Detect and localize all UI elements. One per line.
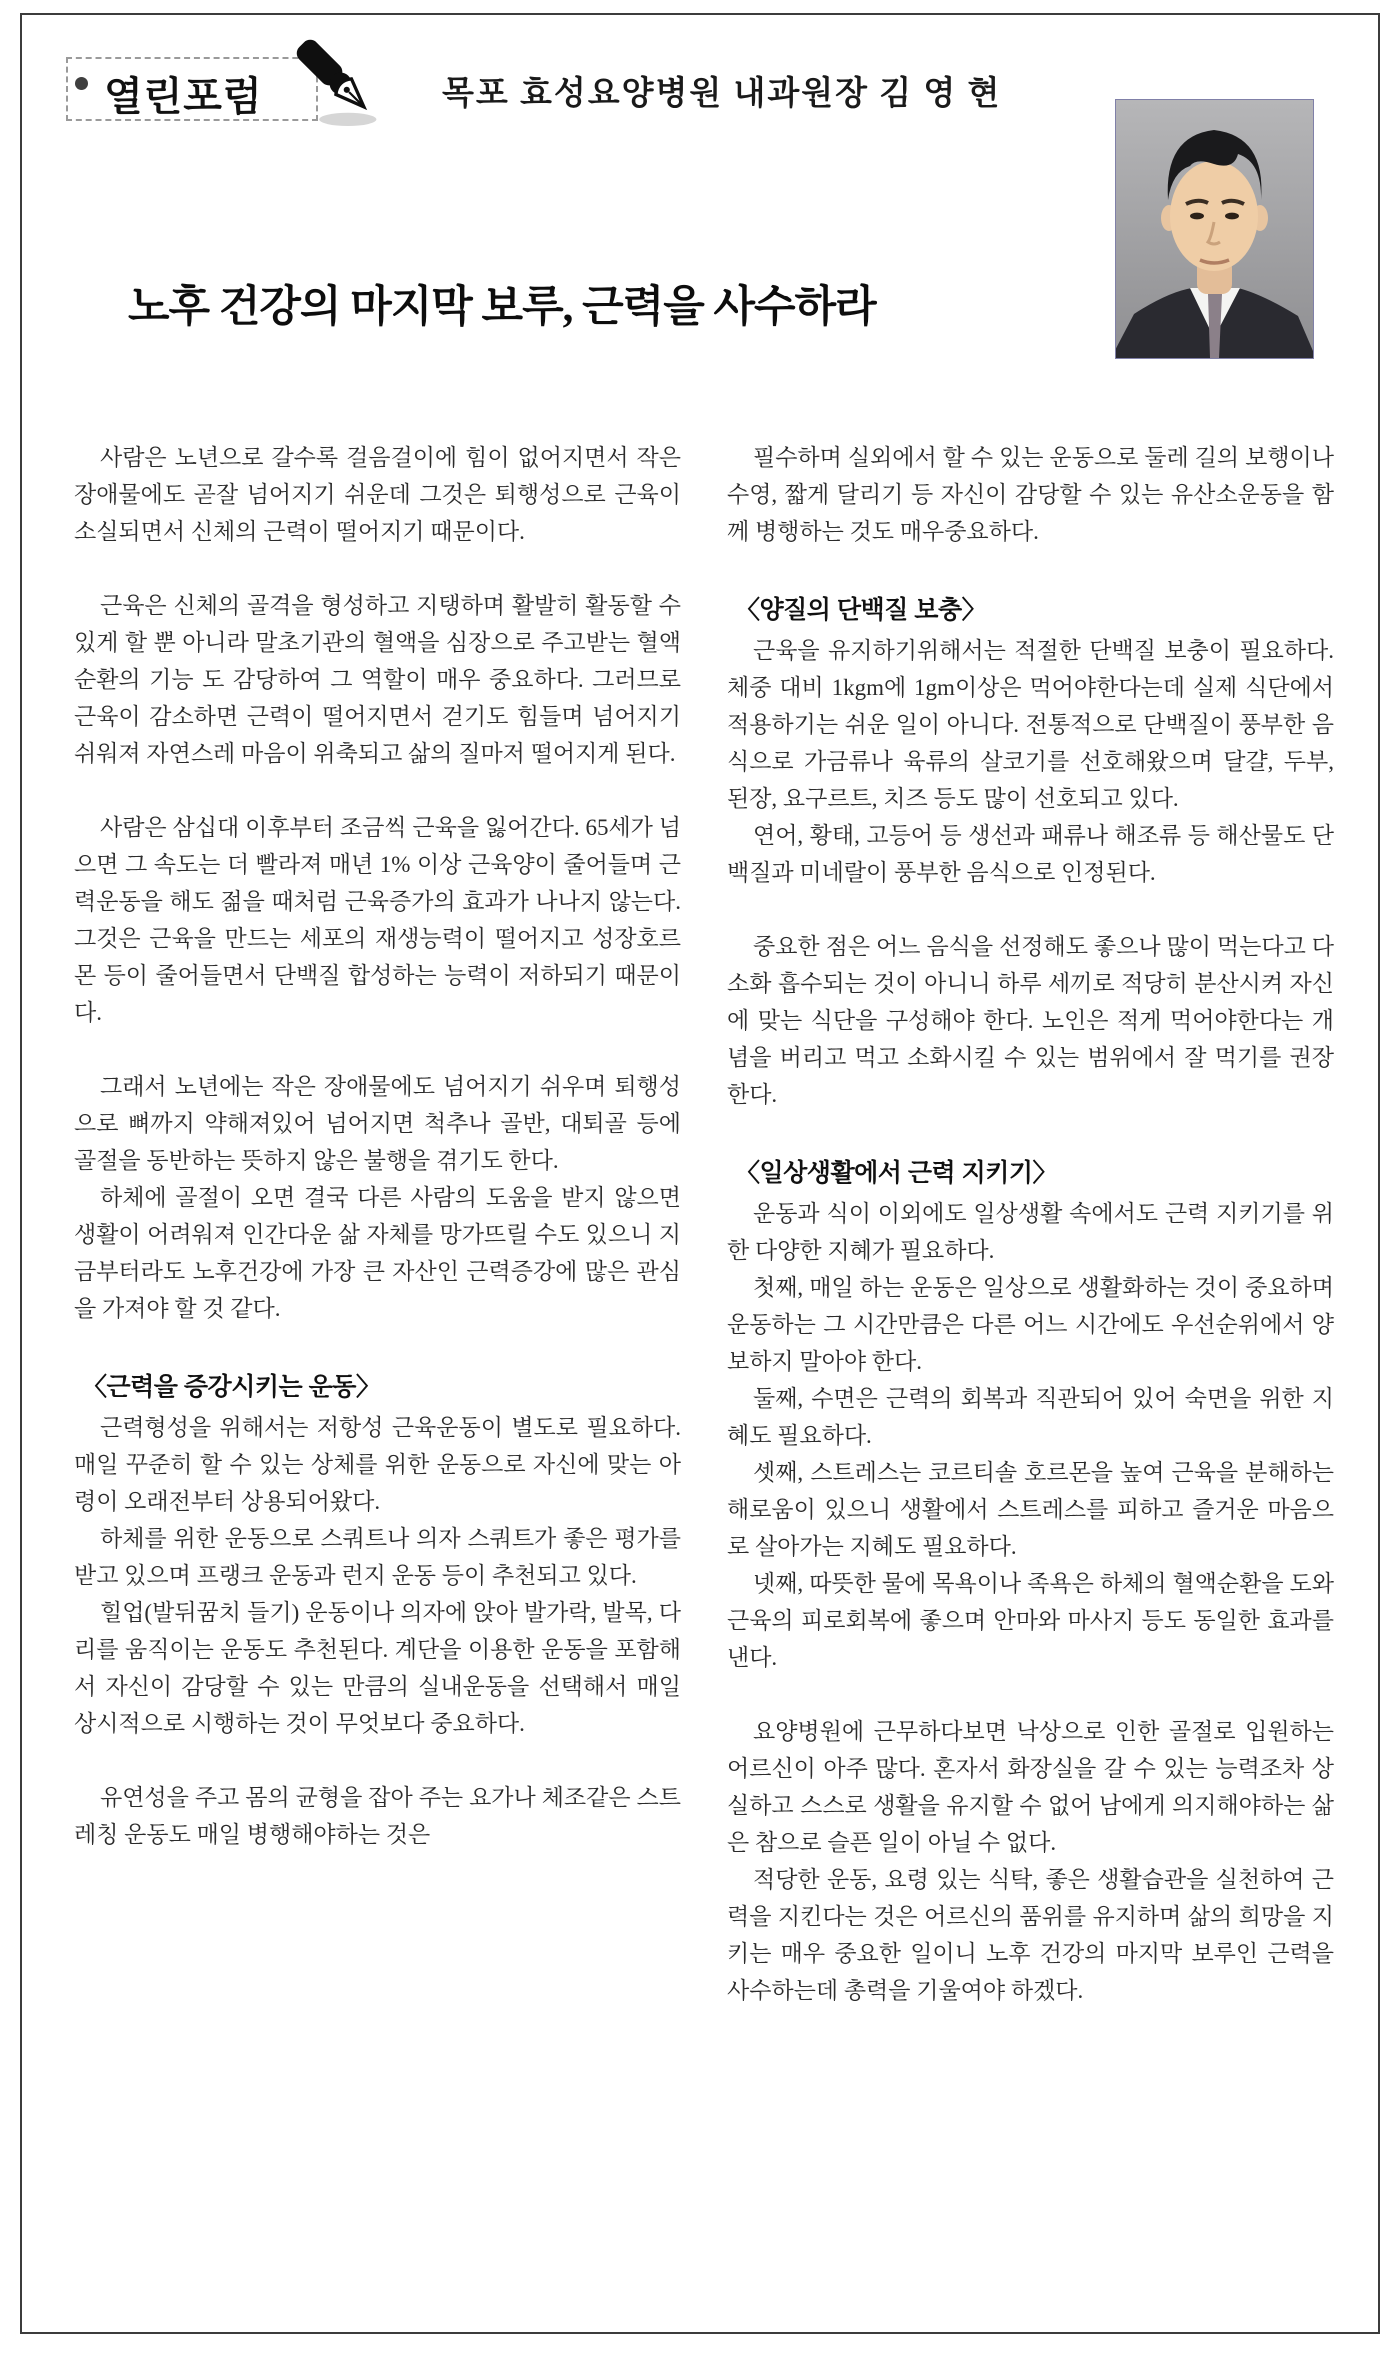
paragraph: 근력형성을 위해서는 저항성 근육운동이 별도로 필요하다. 매일 꾸준히 할 수 있는 상체를 위한 운동으로 자신에 맞는 아령이 오래전부터 상용되어왔다.	[74, 1415, 681, 1514]
paragraph: 하체를 위한 운동으로 스쿼트나 의자 스쿼트가 좋은 평가를 받고 있으며 프랭크 운동과 런지 운동 등이 추천되고 있다.	[74, 1526, 681, 1588]
forum-label: 열린포럼	[104, 75, 263, 119]
paragraph: 요양병원에 근무하다보면 낙상으로 인한 골절로 입원하는 어르신이 아주 많다. 혼자서 화장실을 갈 수 있는 능력조차 상실하고 스스로 생활을 유지할 수 없어 남에게 의지해야하는 삶은 참으로 슬픈 일이 아닐 수 없다.	[727, 1719, 1334, 1855]
paragraph: 사람은 노년으로 갈수록 걸음걸이에 힘이 없어지면서 작은 장애물에도 곧잘 넘어지기 쉬운데 그것은 퇴행성으로 근육이 소실되면서 신체의 근력이 떨어지기 때문이다.	[74, 445, 681, 544]
paragraph: 운동과 식이 이외에도 일상생활 속에서도 근력 지키기를 위한 다양한 지혜가 필요하다.	[727, 1201, 1334, 1263]
left-column	[74, 439, 681, 2308]
forum-badge	[66, 57, 318, 121]
paragraph: 힐업(발뒤꿈치 들기) 운동이나 의자에 앉아 발가락, 발목, 다리를 움직이는 운동도 추천된다. 계단을 이용한 운동을 포함해서 자신이 감당할 수 있는 만큼의 실내운동을 선택해서 매일 상시적으로 시행하는 것이 무엇보다 중요하다.	[74, 1600, 681, 1736]
paragraph: 필수하며 실외에서 할 수 있는 운동으로 둘레 길의 보행이나 수영, 짧게 달리기 등 자신이 감당할 수 있는 유산소운동을 함께 병행하는 것도 매우중요하다.	[727, 445, 1334, 544]
page-frame	[20, 13, 1380, 2334]
paragraph: 첫째, 매일 하는 운동은 일상으로 생활화하는 것이 중요하며 운동하는 그 시간만큼은 다른 어느 시간에도 우선순위에서 양보하지 말아야 한다.	[727, 1275, 1334, 1374]
fountain-pen-icon	[284, 27, 394, 137]
paragraph: 적당한 운동, 요령 있는 식탁, 좋은 생활습관을 실천하여 근력을 지킨다는 것은 어르신의 품위를 유지하며 삶의 희망을 지키는 매우 중요한 일이니 노후 건강의 마지막 보루인 근력을 사수하는데 총력을 기울여야 하겠다.	[727, 1867, 1334, 2003]
paragraph: 근육을 유지하기위해서는 적절한 단백질 보충이 필요하다. 체중 대비 1kgm에 1gm이상은 먹어야한다는데 실제 식단에서 적용하기는 쉬운 일이 아니다. 전통적으로 단백질이 풍부한 음식으로 가금류나 육류의 살코기를 선호해왔으며 달걀, 두부, 된장, 요구르트, 치즈 등도 많이 선호되고 있다.	[727, 638, 1334, 811]
section-heading: 〈양질의 단백질 보충〉	[735, 596, 987, 624]
author-line: 목포 효성요양병원 내과원장 김 영 현	[442, 76, 1002, 112]
bullet-dot-icon	[75, 77, 88, 90]
section-heading: 〈근력을 증강시키는 운동〉	[82, 1373, 381, 1401]
paragraph: 중요한 점은 어느 음식을 선정해도 좋으나 많이 먹는다고 다 소화 흡수되는 것이 아니니 하루 세끼로 적당히 분산시켜 자신에 맞는 식단을 구성해야 한다. 노인은 적게 먹어야한다는 개념을 버리고 먹고 소화시킬 수 있는 범위에서 잘 먹기를 권장한다.	[727, 934, 1334, 1107]
paragraph: 둘째, 수면은 근력의 회복과 직관되어 있어 숙면을 위한 지혜도 필요하다.	[727, 1386, 1334, 1448]
article-body	[74, 439, 1334, 2308]
paragraph: 유연성을 주고 몸의 균형을 잡아 주는 요가나 체조같은 스트레칭 운동도 매일 병행해야하는 것은	[74, 1785, 681, 1847]
paragraph: 셋째, 스트레스는 코르티솔 호르몬을 높여 근육을 분해하는 해로움이 있으니 생활에서 스트레스를 피하고 즐거운 마음으로 살아가는 지혜도 필요하다.	[727, 1460, 1334, 1559]
article-headline: 노후 건강의 마지막 보루, 근력을 사수하라	[128, 284, 876, 331]
paragraph: 연어, 황태, 고등어 등 생선과 패류나 해조류 등 해산물도 단백질과 미네랄이 풍부한 음식으로 인정된다.	[727, 823, 1334, 885]
paragraph: 사람은 삼십대 이후부터 조금씩 근육을 잃어간다. 65세가 넘으면 그 속도는 더 빨라져 매년 1% 이상 근육양이 줄어들며 근력운동을 해도 젊을 때처럼 근육증가의 효과가 나나지 않는다. 그것은 근육을 만드는 세포의 재생능력이 떨어지고 성장호르몬 등이 줄어들면서 단백질 합성하는 능력이 저하되기 때문이다.	[74, 815, 681, 1025]
section-heading: 〈일상생활에서 근력 지키기〉	[735, 1159, 1058, 1187]
portrait-photo	[1115, 99, 1314, 359]
paragraph: 넷째, 따뜻한 물에 목욕이나 족욕은 하체의 혈액순환을 도와 근육의 피로회복에 좋으며 안마와 마사지 등도 동일한 효과를 낸다.	[727, 1571, 1334, 1670]
paragraph: 근육은 신체의 골격을 형성하고 지탱하며 활발히 활동할 수 있게 할 뿐 아니라 말초기관의 혈액을 심장으로 주고받는 혈액순환의 기능 도 감당하여 그 역할이 매우 중요하다. 그러므로 근육이 감소하면 근력이 떨어지면서 걷기도 힘들며 넘어지기 쉬워져 자연스레 마음이 위축되고 삶의 질마저 떨어지게 된다.	[74, 593, 681, 766]
portrait-illustration	[1116, 100, 1313, 358]
paragraph: 그래서 노년에는 작은 장애물에도 넘어지기 쉬우며 퇴행성으로 뼈까지 약해져있어 넘어지면 척추나 골반, 대퇴골 등에 골절을 동반하는 뜻하지 않은 불행을 겪기도 한다.	[74, 1074, 681, 1173]
right-column	[727, 439, 1334, 2308]
paragraph: 하체에 골절이 오면 결국 다른 사람의 도움을 받지 않으면 생활이 어려워져 인간다운 삶 자체를 망가뜨릴 수도 있으니 지금부터라도 노후건강에 가장 큰 자산인 근력증강에 많은 관심을 가져야 할 것 같다.	[74, 1185, 681, 1321]
